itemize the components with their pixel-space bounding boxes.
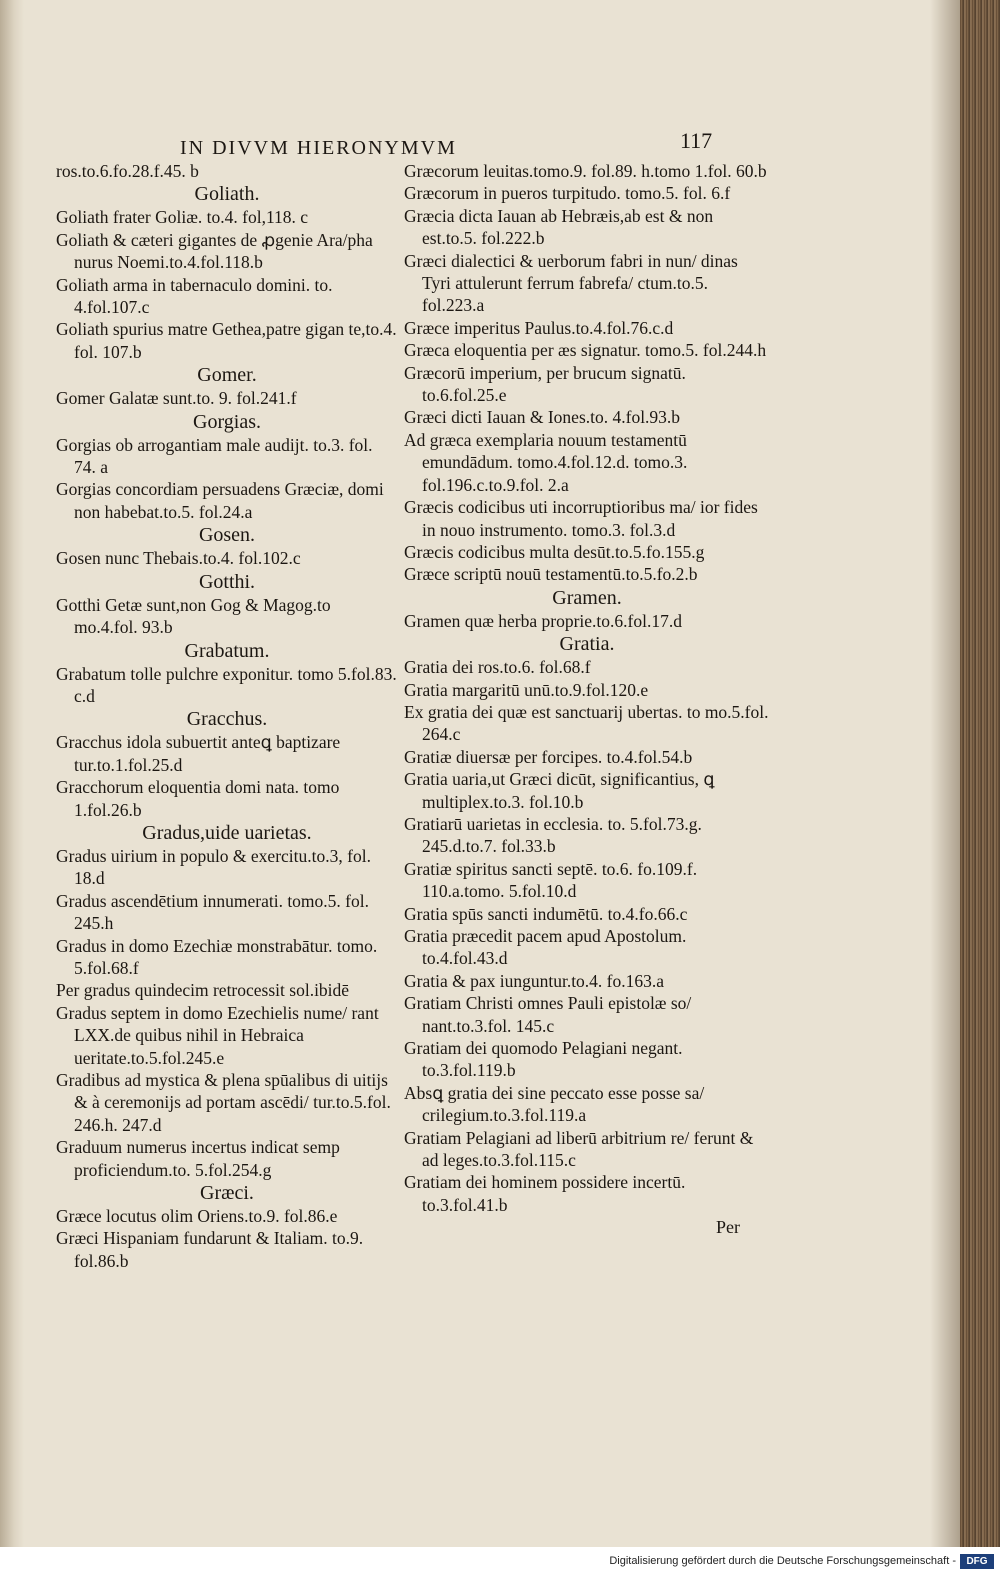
index-column-right xyxy=(404,160,770,1216)
index-entry: Græce locutus olim Oriens.to.9. fol.86.e xyxy=(56,1206,338,1227)
index-entry: Gratiam Christi omnes Pauli epistolæ so/ nant.to.3.fol. 145.c xyxy=(404,993,692,1036)
index-entry: Graduum numerus incertus indicat semp proficiendum.to. 5.fol.254.g xyxy=(56,1137,340,1180)
index-entry: Gracchus idola subuertit anteꝗ baptizare tur.to.1.fol.25.d xyxy=(56,732,341,775)
index-entry: Græce imperitus Paulus.to.4.fol.76.c.d xyxy=(404,317,674,338)
index-entry: Per gradus quindecim retrocessit sol.ibidē xyxy=(56,980,350,1001)
index-entry: Gradus in domo Ezechiæ monstrabātur. tomo. 5.fol.68.f xyxy=(56,935,378,978)
index-entry: Gratiam dei hominem possidere incertū. to.3.fol.41.b xyxy=(404,1172,686,1215)
index-heading: Græci. xyxy=(200,1182,254,1205)
index-column-left xyxy=(56,160,398,1272)
index-entry: Gratia spūs sancti indumētū. to.4.fo.66.c xyxy=(404,903,688,924)
index-heading: Grabatum. xyxy=(184,639,270,662)
page-number: 117 xyxy=(680,128,713,153)
index-entry: Goliath & cæteri gigantes de ꝓgenie Ara/pha nurus Noemi.to.4.fol.118.b xyxy=(56,229,373,273)
index-heading: Gosen. xyxy=(198,524,256,547)
index-entry: Gotthi Getæ sunt,non Gog & Magog.to mo.4.fol. 93.b xyxy=(56,594,331,638)
index-entry: Absꝗ gratia dei sine peccato esse posse sa/ crilegium.to.3.fol.119.a xyxy=(404,1082,705,1126)
index-heading: Gomer. xyxy=(197,364,257,387)
index-entry: Græcorū imperium, per brucum signatū. to.6.fol.25.e xyxy=(404,362,686,406)
index-entry: Goliath spurius matre Gethea,patre gigan te,to.4. fol. 107.b xyxy=(56,319,397,362)
index-entry: Grabatum tolle pulchre exponitur. tomo 5.fol.83. c.d xyxy=(56,663,397,706)
index-heading: Gradus,uide uarietas. xyxy=(142,821,312,844)
index-heading: Gracchus. xyxy=(186,708,268,731)
index-heading: Gramen. xyxy=(552,586,622,609)
dfg-logo[interactable]: DFG xyxy=(960,1554,994,1569)
index-entry: Gratiæ diuersæ per forcipes. to.4.fol.54.b xyxy=(404,746,693,767)
index-entry: Gomer Galatæ sunt.to. 9. fol.241.f xyxy=(56,388,297,409)
index-entry: Græci dicti Iauan & Iones.to. 4.fol.93.b xyxy=(404,407,681,428)
index-entry: Gratia præcedit pacem apud Apostolum. to.4.fol.43.d xyxy=(404,926,687,969)
footer-bar xyxy=(0,1547,1000,1577)
index-entry: Ad græca exemplaria nouum testamentū emundādum. tomo.4.fol.12.d. tomo.3. fol.196.c.to.9.fol. 2.a xyxy=(404,429,688,495)
index-entry: Gosen nunc Thebais.to.4. fol.102.c xyxy=(56,548,301,569)
index-entry: Græce scriptū nouū testamentū.to.5.fo.2.b xyxy=(404,564,698,585)
index-entry: Gradus septem in domo Ezechielis nume/ rant LXX.de quibus nihil in Hebraica ueritate.to.5.fol.245.e xyxy=(56,1002,379,1068)
book-edge xyxy=(960,0,1000,1547)
index-entry: Gratiam Pelagiani ad liberū arbitrium re/ ferunt & ad leges.to.3.fol.115.c xyxy=(404,1127,754,1171)
index-heading: Goliath. xyxy=(194,183,260,206)
index-entry: Græcia dicta Iauan ab Hebræis,ab est & non est.to.5. fol.222.b xyxy=(404,205,714,249)
index-entry: Gradibus ad mystica & plena spūalibus di uitijs & à ceremonijs ad portam ascēdi/ tur.to.5.fol. 246.h. 247.d xyxy=(56,1070,391,1135)
index-entry: Ex gratia dei quæ est sanctuarij ubertas. to mo.5.fol. 264.c xyxy=(404,701,769,745)
index-entry: Gratiarū uarietas in ecclesia. to. 5.fol.73.g. 245.d.to.7. fol.33.b xyxy=(404,813,702,857)
page-gutter xyxy=(0,0,24,1547)
index-entry: Græca eloquentia per æs signatur. tomo.5. fol.244.h xyxy=(404,340,767,361)
index-entry: Græcis codicibus multa desūt.to.5.fo.155.g xyxy=(404,541,705,562)
index-entry: Gradus ascendētium innumerati. tomo.5. fol. 245.h xyxy=(56,890,369,934)
index-entry: Gratiæ spiritus sancti septē. to.6. fo.109.f. 110.a.tomo. 5.fol.10.d xyxy=(404,858,698,902)
index-entry: Gradus uirium in populo & exercitu.to.3, fol. 18.d xyxy=(56,845,371,889)
running-header: IN DIVVM HIERONYMVM xyxy=(180,137,457,159)
index-entry: Græci Hispaniam fundarunt & Italiam. to.9. fol.86.b xyxy=(56,1228,364,1271)
index-entry: Græcorum leuitas.tomo.9. fol.89. h.tomo 1.fol. 60.b xyxy=(404,161,767,181)
index-entry: Goliath arma in tabernaculo domini. to. 4.fol.107.c xyxy=(56,274,333,318)
index-entry: ros.to.6.fo.28.f.45. b xyxy=(56,161,199,181)
index-entry: Græci dialectici & uerborum fabri in nun/ dinas Tyri attulerunt ferrum fabrefa/ ctum.to.5. fol.223.a xyxy=(404,250,738,316)
index-entry: Gorgias concordiam persuadens Græciæ, domi non habebat.to.5. fol.24.a xyxy=(56,479,384,522)
index-heading: Gorgias. xyxy=(193,410,261,433)
index-entry: Gratiam dei quomodo Pelagiani negant. to.3.fol.119.b xyxy=(404,1038,683,1081)
index-heading: Gotthi. xyxy=(198,570,256,593)
catchword: Per xyxy=(716,1217,740,1237)
index-entry: Græcorum in pueros turpitudo. tomo.5. fol. 6.f xyxy=(404,183,731,204)
funding-notice: Digitalisierung gefördert durch die Deutsche Forschungsgemeinschaft - xyxy=(609,1555,956,1567)
index-entry: Gramen quæ herba proprie.to.6.fol.17.d xyxy=(404,610,682,631)
index-entry: Goliath frater Goliæ. to.4. fol,118. c xyxy=(56,207,309,228)
index-entry: Gorgias ob arrogantiam male audijt. to.3. fol. 74. a xyxy=(56,434,373,478)
index-entry: Græcis codicibus uti incorruptioribus ma/ ior fides in nouo instrumento. tomo.3. fol.3.d xyxy=(404,497,758,540)
index-entry: Gracchorum eloquentia domi nata. tomo 1.fol.26.b xyxy=(56,777,340,820)
page-edge-shadow xyxy=(930,0,962,1547)
index-entry: Gratia & pax iunguntur.to.4. fo.163.a xyxy=(404,970,665,991)
index-entry: Gratia uaria,ut Græci dicūt, significantius, ꝗ multiplex.to.3. fol.10.b xyxy=(404,769,715,812)
index-entry: Gratia margaritū unū.to.9.fol.120.e xyxy=(404,679,649,700)
index-entry: Gratia dei ros.to.6. fol.68.f xyxy=(404,657,591,678)
index-heading: Gratia. xyxy=(559,633,615,656)
